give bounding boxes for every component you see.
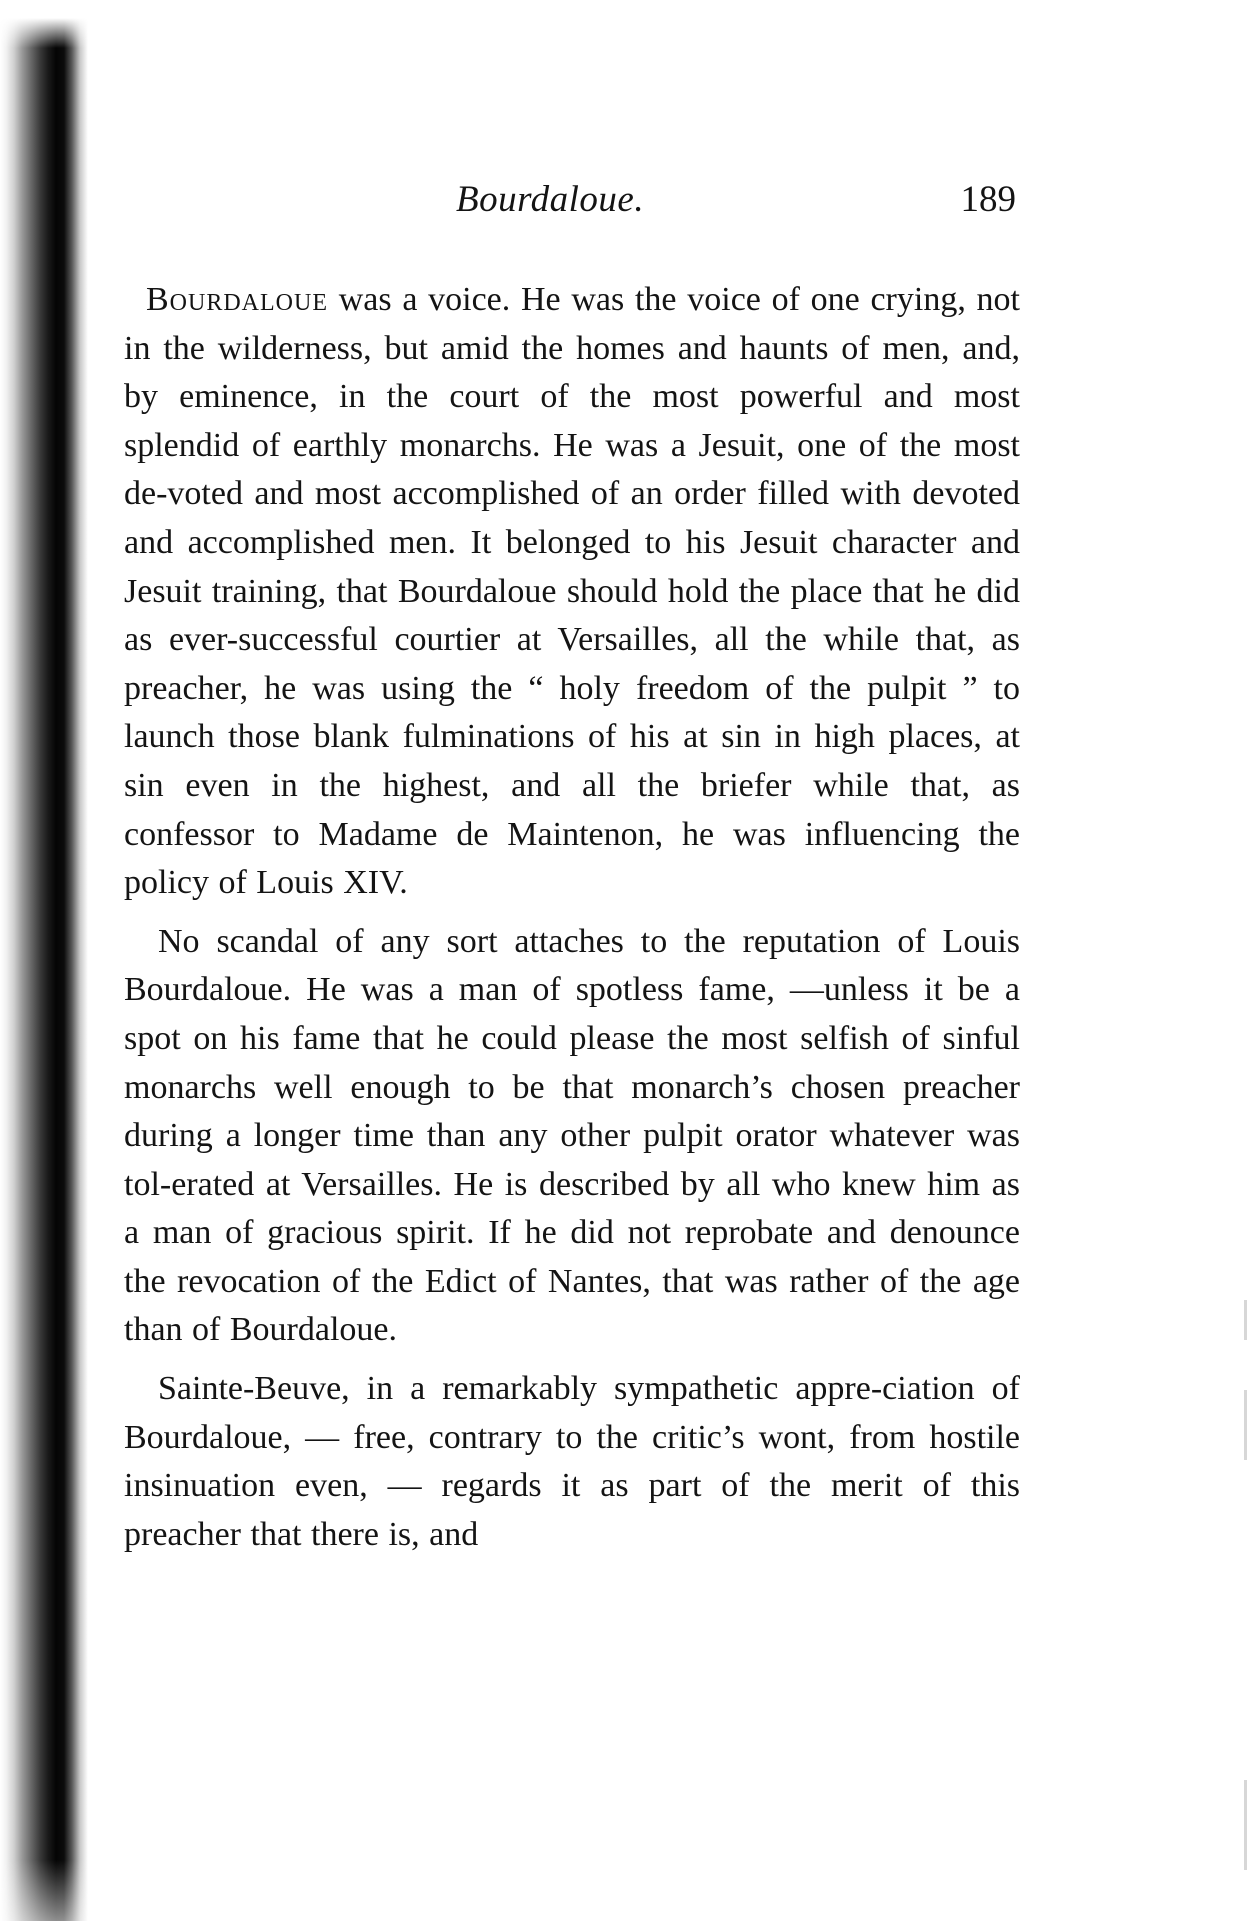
page-header: [124, 178, 1020, 234]
binding-fade-bottom: [0, 1860, 88, 1921]
scan-speckle: [1244, 1780, 1247, 1870]
paragraph: [124, 276, 1020, 908]
paragraph: [124, 918, 1020, 1355]
running-title: Bourdaloue.: [456, 179, 645, 220]
paragraph-text: was a voice. He was the voice of one crying, not in the wilderness, but amid the homes and haunts of men, and, by eminence, in the court of the most powerful and most splendid of earthly monarchs. He was a Jesuit, one of the most de-voted and most accomplished of an order filled with devoted and accomplished men. It belonged to his Jesuit character and Jesuit training, that Bourdaloue should hold the place that he did as ever-successful courtier at Versailles, all the while that, as preacher, he was using the “ holy freedom of the pulpit ” to launch those blank fulminations of his at sin in high places, at sin even in the highest, and all the briefer while that, as confessor to Madame de Maintenon, he was influencing the policy of Louis XIV.: [124, 281, 1020, 902]
paragraph: [124, 1365, 1020, 1559]
paragraph-text: No scandal of any sort attaches to the reputation of Louis Bourdaloue. He was a man of spotless fame, —unless it be a spot on his fame that he could please the most selfish of sinful monarchs well enough to be that monarch’s chosen preacher during a longer time than any other pulpit orator whatever was tol-erated at Versailles. He is described by all who knew him as a man of gracious spirit. If he did not reprobate and denounce the revocation of the Edict of Nantes, that was rather of the age than of Bourdaloue.: [124, 922, 1020, 1349]
paragraph-lead-word: Bourdaloue: [146, 281, 328, 318]
binding-fade-top: [0, 18, 88, 48]
body-text: [124, 276, 1020, 1559]
paragraph-text: Sainte-Beuve, in a remarkably sympathetic appre-ciation of Bourdaloue, — free, contrary to the critic’s wont, from hostile insinuation even, — regards it as part of the merit of this preacher that there is, and: [124, 1370, 1020, 1553]
page-number: 189: [960, 179, 1016, 220]
scan-speckle: [1244, 1300, 1247, 1340]
scan-speckle: [1244, 1390, 1247, 1460]
book-binding-shadow: [0, 18, 88, 1921]
